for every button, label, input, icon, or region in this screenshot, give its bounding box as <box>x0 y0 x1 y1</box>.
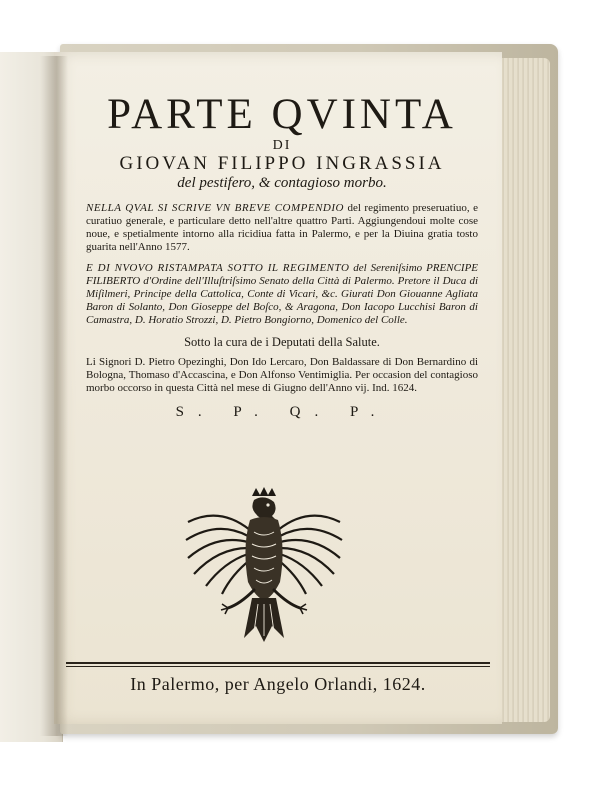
spqp-motto: S. P. Q. P. <box>175 404 389 420</box>
title-page <box>54 52 502 724</box>
reprint-paragraph <box>86 262 478 327</box>
description-paragraph <box>86 202 478 254</box>
imprint-line: In Palermo, per Angelo Orlandi, 1624. <box>130 674 426 694</box>
double-rule-bottom <box>66 666 490 667</box>
reprint-body: del Sereniſsimo PRENCIPE FILIBERTO d'Ordine dell'Illuſtriſsimo Senato della Città di Palermo. Pretore il Duca di Miſilmeri, Principe della Cattolica, Conte di Vicari, &c. Giurati Don Giouanne Agliata Baron di Solanto, Don Gioseppe del Boſco, & Aragona, Don Iacopo Lucchisi Baron di Camastra, D. Horatio Strozzi, D. Pietro Bongiorno, Domenico del Colle. <box>86 262 479 326</box>
author-prefix: DI <box>272 138 292 153</box>
eagle-woodcut-icon <box>180 486 348 646</box>
title-page-text <box>86 92 478 421</box>
gutter-shadow <box>40 56 68 736</box>
author-name: GIOVAN FILIPPO INGRASSIA <box>119 153 445 174</box>
deputies-line: Sotto la cura de i Deputati della Salute. <box>184 335 380 349</box>
book-title: PARTE QVINTA <box>107 91 457 138</box>
description-body: del regimento preseruatiuo, e curatiuo generale, e particulare detto nell'altre quattro Parti. Aggiungendoui molte cose noue, e spetialmente intorno alla ricidiua fatta in Palermo, e per la Diuina gratia tosto guarita nell'Anno 1577. <box>86 202 478 253</box>
reprint-lead: E DI NVOVO RISTAMPATA SOTTO IL REGIMENTO <box>86 262 350 274</box>
book-subtitle: del pestifero, & contagioso morbo. <box>177 175 387 191</box>
deputies-paragraph: Li Signori D. Pietro Opezinghi, Don Ido Lercaro, Don Baldassare di Don Bernardino di Bologna, Thomaso d'Accascina, e Don Alfonso Ventimiglia. Per occasion del contagioso morbo occorso in questa Città nel mese di Giugno dell'Anno vij. Ind. 1624. <box>86 356 478 394</box>
page-edges <box>500 58 550 722</box>
description-lead: NELLA QVAL SI SCRIVE VN BREVE COMPENDIO <box>86 202 344 214</box>
double-rule-top <box>66 662 490 664</box>
